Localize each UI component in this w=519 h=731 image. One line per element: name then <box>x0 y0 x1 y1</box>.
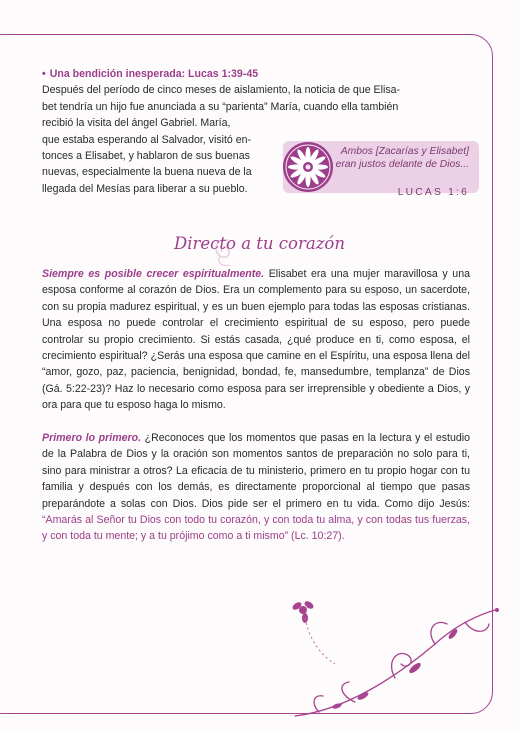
quote-text: Ambos [Zacarías y Elisabet] eran justos delante de Dios... <box>335 146 469 171</box>
floral-vine-ornament <box>275 598 513 720</box>
text-line: nuevas, especialmente la buena nueva de la <box>42 166 252 179</box>
paragraph-text: ¿Reconoces que los momentos que pasas en la lectura y el estudio de la Palabra de Dios y la oración son momentos santos de preparación no solo para ti, sino para ministrar a otros? La eficacia de tu ministerio, primero en tu propio hogar con tu familia y después con los demás, es directamente proporcional al tiempo que pasas preparándote a solas con Dios. Dios pide ser el primero en tu vida. Como dijo Jesús: <box>42 432 470 510</box>
section-unexpected-blessing <box>42 66 401 197</box>
text-line: llegada del Mesías para liberar a su pueblo. <box>42 182 248 195</box>
text-line: recibió la visita del ángel Gabriel. María, <box>42 117 231 130</box>
quote-reference: LUCAS 1:6 <box>397 187 469 198</box>
bullet-icon: • <box>42 68 46 80</box>
text-line: Después del período de cinco meses de aislamiento, la noticia de que Elisa- <box>42 84 401 97</box>
scripture-quote-box <box>283 141 479 198</box>
section-title: Directo a tu corazón <box>174 234 345 253</box>
paragraph-first-things-first <box>42 430 470 545</box>
paragraph-grow-spiritually <box>42 266 470 414</box>
text-line: bet tendría un hijo fue anunciada a su “parienta” María, cuando ella también <box>42 100 399 113</box>
flower-medallion-icon <box>281 140 335 194</box>
section-heading <box>42 66 470 82</box>
paragraph-lead: Siempre es posible crecer espiritualmente. <box>42 268 265 280</box>
section-heading-text: Una bendición inesperada: Lucas 1:39-45 <box>49 68 259 80</box>
text-line: tonces a Elisabet, y hablaron de sus buenas <box>42 150 250 163</box>
paragraph-text: Elisabet era una mujer maravillosa y una esposa conforme al corazón de Dios. Era un complemento para su esposo, un sacerdote, con su propia madurez espiritual, y es un buen ejemplo para todas las esposas cristianas. Una esposa no puede controlar el crecimiento espiritual de su esposo, pero puede controlar su propio crecimiento. Si estás casada, ¿qué produce en ti, como esposa, el crecimiento espiritual? ¿Serás una esposa que camine en el Espíritu, una esposa llena del “amor, gozo, paz, paciencia, benignidad, bondad, fe, mansedumbre, templanza” de Dios (Gá. 5:22-23)? Haz lo necesario como esposa para ser irreprensible y obediente a Dios, y ora para que tu esposo haga lo mismo. <box>42 268 470 412</box>
text-line: que estaba esperando al Salvador, visitó en- <box>42 133 252 146</box>
paragraph-lead: Primero lo primero. <box>42 432 142 444</box>
scripture-quote-inline: “Amarás al Señor tu Dios con todo tu corazón, y con toda tu alma, y con todas tus fuerzas, y con toda tu mente; y a tu prójimo como a ti mismo” (Lc. 10:27). <box>42 514 470 543</box>
